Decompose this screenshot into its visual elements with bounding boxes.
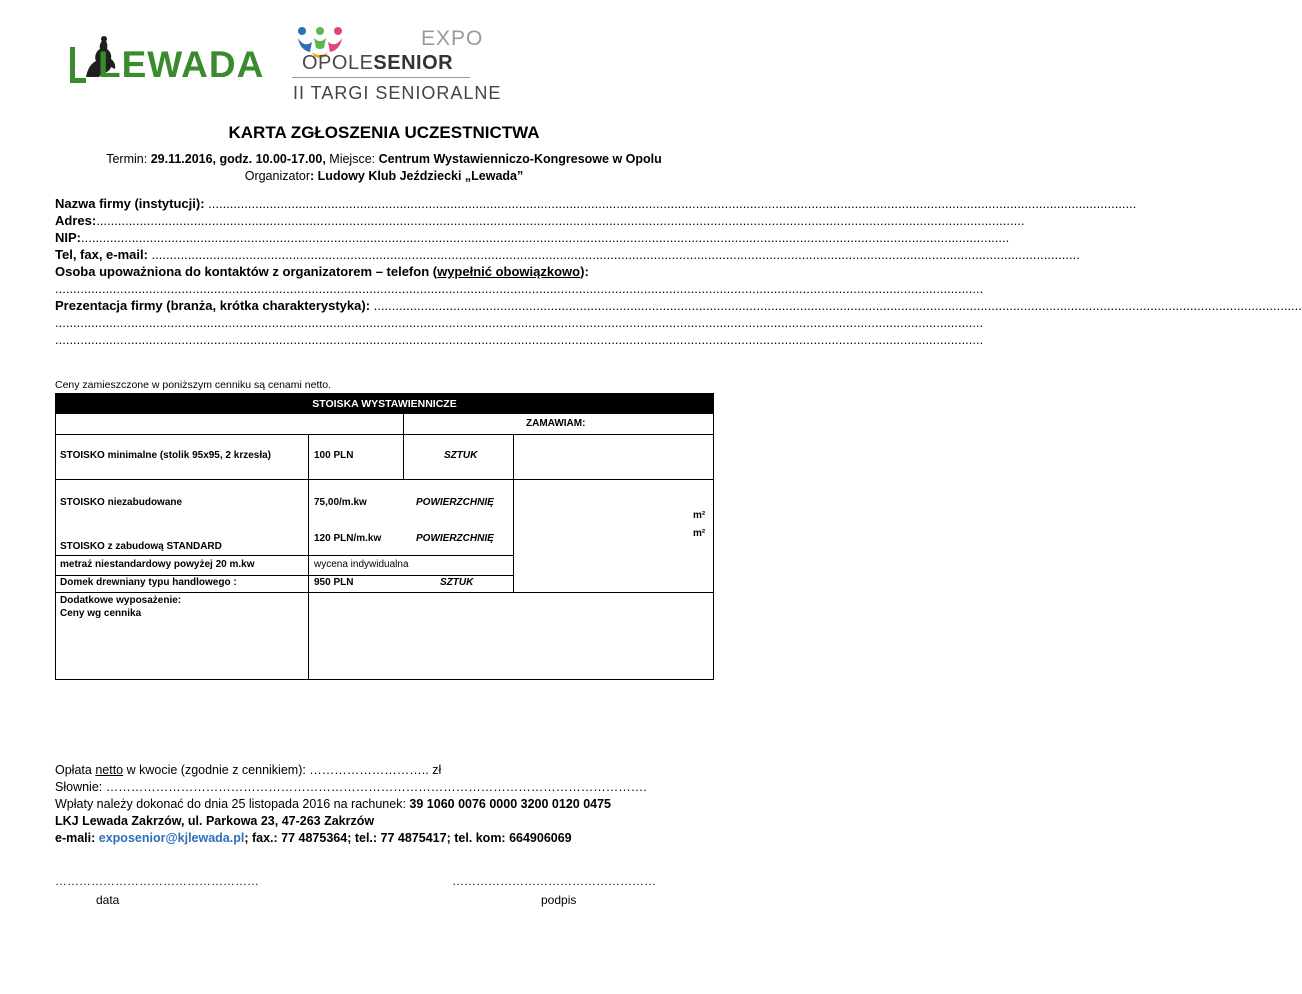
extra-equipment-note: Ceny wg cennika xyxy=(60,608,142,619)
extra-equipment-label: Dodatkowe wyposażenie: xyxy=(60,595,182,606)
nip-field[interactable]: NIP:................................................................................................................................................................................................................................................................. xyxy=(55,230,1010,245)
signature-line[interactable]: …………………………………………… xyxy=(452,874,656,888)
opole-senior-word: OPOLESENIOR xyxy=(302,52,454,74)
table-row: metraż niestandardowy powyżej 20 m.kw xyxy=(60,559,255,570)
payment-amount-line[interactable]: Opłata netto w kwocie (zgodnie z cennikiem): ……………………….. zł xyxy=(55,763,442,777)
row-unit: SZTUK xyxy=(440,577,474,588)
logo-divider xyxy=(292,77,470,78)
organizer-address: LKJ Lewada Zakrzów, ul. Parkowa 23, 47-263 Zakrzów xyxy=(55,814,375,828)
row-price: 120 PLN/m.kw xyxy=(314,533,382,544)
organizer-line: Organizator: Ludowy Klub Jeździecki „Lewada” xyxy=(244,169,524,183)
row-unit: POWIERZCHNIĘ xyxy=(416,533,494,544)
row-price: 950 PLN xyxy=(314,577,354,588)
price-note: Ceny zamieszczone w poniższym cenniku są cenami netto. xyxy=(55,379,332,391)
table-row: Domek drewniany typu handlowego : xyxy=(60,577,237,588)
row-price: 100 PLN xyxy=(314,450,354,461)
event-details: Termin: 29.11.2016, godz. 10.00-17.00, Miejsce: Centrum Wystawienniczo-Kongresowe w Opolu xyxy=(106,152,662,166)
company-name-field[interactable]: Nazwa firmy (instytucji): ................................................................................................................................................................................................................................................................. xyxy=(55,196,1137,211)
table-title: STOISKA WYSTAWIENNICZE xyxy=(56,394,713,414)
row-suffix: m² xyxy=(693,528,706,539)
stands-table xyxy=(55,393,714,680)
contact-line: e-mali: exposenior@kjlewada.pl; fax.: 77 4875364; tel.: 77 4875417; tel. kom: 664906069 xyxy=(55,831,572,845)
company-presentation-field[interactable]: Prezentacja firmy (branża, krótka charakterystyka): ................................................................................................................................................................................................................................................................. xyxy=(55,298,1302,313)
contact-person-label: Osoba upoważniona do kontaktów z organizatorem – telefon (wypełnić obowiązkowo): xyxy=(55,264,589,279)
lewada-wordmark: LEWADA xyxy=(98,44,265,85)
presentation-line-3[interactable]: ................................................................................................................................................................................................................................................................. xyxy=(55,332,984,347)
expo-word: EXPO xyxy=(421,27,484,50)
row-unit: SZTUK xyxy=(444,450,478,461)
address-field[interactable]: Adres:................................................................................................................................................................................................................................................................. xyxy=(55,213,1025,228)
row-price: wycena indywidualna xyxy=(314,559,409,570)
payment-deadline-line: Wpłaty należy dokonać do dnia 25 listopada 2016 na rachunek: 39 1060 0076 0000 3200 0120 0475 xyxy=(55,797,612,811)
presentation-line-2[interactable]: ................................................................................................................................................................................................................................................................. xyxy=(55,315,984,330)
amount-in-words-line[interactable]: Słownie: …………………………………………………………………………………………………………………. xyxy=(55,780,647,794)
row-price: 75,00/m.kw xyxy=(314,497,367,508)
contact-field[interactable]: Tel, fax, e-mail: ................................................................................................................................................................................................................................................................. xyxy=(55,247,1080,262)
row-unit: POWIERZCHNIĘ xyxy=(416,497,494,508)
signature-label: podpis xyxy=(541,893,577,907)
contact-person-field[interactable]: ................................................................................................................................................................................................................................................................. xyxy=(55,281,984,296)
date-label: data xyxy=(96,893,120,907)
order-header: ZAMAWIAM: xyxy=(526,418,586,429)
row-suffix: m² xyxy=(693,510,706,521)
table-row: STOISKO minimalne (stolik 95x95, 2 krzesła) xyxy=(60,450,272,461)
date-signature-line[interactable]: …………………………………………… xyxy=(55,874,259,888)
table-row: STOISKO niezabudowane xyxy=(60,497,183,508)
table-row: STOISKO z zabudową STANDARD xyxy=(60,541,222,552)
targi-senioralne-word: II TARGI SENIORALNE xyxy=(293,83,502,103)
email-link[interactable]: exposenior@kjlewada.pl xyxy=(98,831,245,845)
form-title: KARTA ZGŁOSZENIA UCZESTNICTWA xyxy=(228,123,540,142)
